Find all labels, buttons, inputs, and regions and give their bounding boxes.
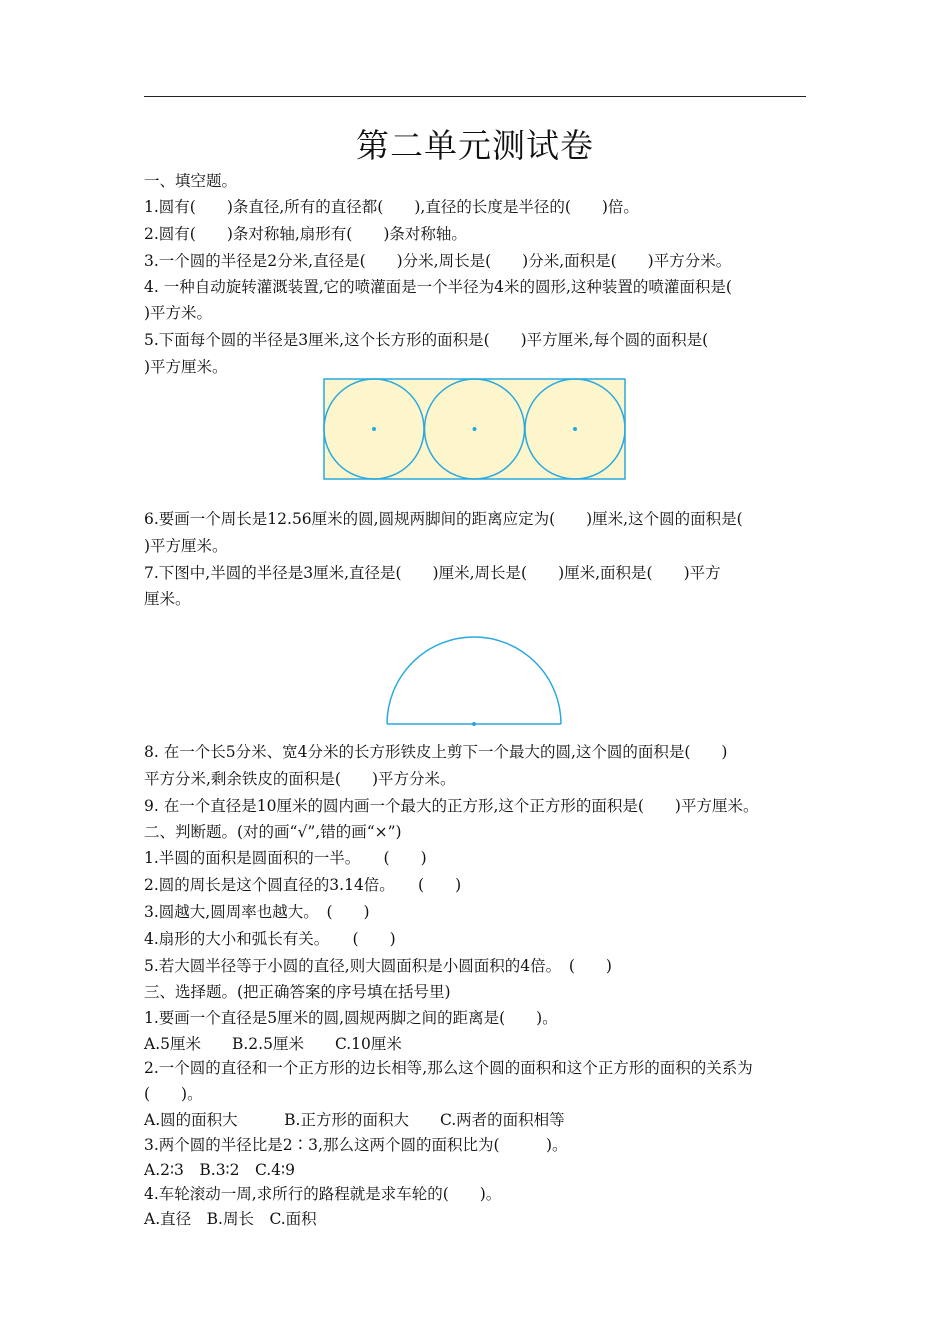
s1-question-8-line-2: 平方分米,剩余铁皮的面积是( )平方分米。 — [144, 770, 456, 788]
s3-question-3-options: A.2∶3 B.3∶2 C.4∶9 — [144, 1161, 295, 1179]
s1-question-5-line-1: 5.下面每个圆的半径是3厘米,这个长方形的面积是( )平方厘米,每个圆的面积是( — [144, 331, 709, 349]
s2-question-5: 5.若大圆半径等于小圆的直径,则大圆面积是小圆面积的4倍。 ( ) — [144, 957, 612, 975]
s1-question-7-line-1: 7.下图中,半圆的半径是3厘米,直径是( )厘米,周长是( )厘米,面积是( )平方 — [144, 564, 721, 582]
s3-question-2-line-2: ( )。 — [144, 1085, 203, 1103]
center-dot-1 — [372, 427, 376, 431]
section-1-heading: 一、填空题。 — [144, 172, 238, 190]
s2-question-4: 4.扇形的大小和弧长有关。 ( ) — [144, 930, 396, 948]
s1-question-4-line-1: 4. 一种自动旋转灌溉装置,它的喷灌面是一个半径为4米的圆形,这种装置的喷灌面积是( — [144, 278, 732, 296]
s2-question-3: 3.圆越大,圆周率也越大。 ( ) — [144, 903, 370, 921]
s3-question-1-options: A.5厘米 B.2.5厘米 C.10厘米 — [144, 1035, 402, 1053]
s1-question-9: 9. 在一个直径是10厘米的圆内画一个最大的正方形,这个正方形的面积是( )平方厘米。 — [144, 797, 759, 815]
s1-question-7-line-2: 厘米。 — [144, 590, 191, 608]
s1-question-6-line-1: 6.要画一个周长是12.56厘米的圆,圆规两脚间的距离应定为( )厘米,这个圆的面积是( — [144, 510, 743, 528]
s1-question-8-line-1: 8. 在一个长5分米、宽4分米的长方形铁皮上剪下一个最大的圆,这个圆的面积是( ) — [144, 743, 728, 761]
s1-question-5-line-2: )平方厘米。 — [144, 358, 228, 376]
s1-question-3: 3.一个圆的半径是2分米,直径是( )分米,周长是( )分米,面积是( )平方分米。 — [144, 252, 732, 270]
s3-question-3: 3.两个圆的半径比是2∶3,那么这两个圆的面积比为( )。 — [144, 1136, 568, 1154]
semicircle-arc — [387, 637, 561, 724]
page-title: 第二单元测试卷 — [356, 126, 594, 165]
three-circles-rectangle-figure — [322, 377, 628, 481]
s3-question-4-options: A.直径 B.周长 C.面积 — [144, 1210, 317, 1228]
semicircle-figure — [384, 634, 566, 728]
s1-question-2: 2.圆有( )条对称轴,扇形有( )条对称轴。 — [144, 225, 467, 243]
section-3-heading: 三、选择题。(把正确答案的序号填在括号里) — [144, 983, 451, 1001]
s3-question-1: 1.要画一个直径是5厘米的圆,圆规两脚之间的距离是( )。 — [144, 1009, 558, 1027]
center-dot-2 — [473, 427, 477, 431]
top-rule — [144, 96, 806, 97]
s2-question-1: 1.半圆的面积是圆面积的一半。 ( ) — [144, 849, 427, 867]
s1-question-4-line-2: )平方米。 — [144, 304, 213, 322]
s1-question-1: 1.圆有( )条直径,所有的直径都( ),直径的长度是半径的( )倍。 — [144, 198, 639, 216]
s2-question-2: 2.圆的周长是这个圆直径的3.14倍。 ( ) — [144, 876, 462, 894]
s3-question-2-options: A.圆的面积大 B.正方形的面积大 C.两者的面积相等 — [144, 1111, 565, 1129]
s3-question-4: 4.车轮滚动一周,求所行的路程就是求车轮的( )。 — [144, 1185, 502, 1203]
s3-question-2-line-1: 2.一个圆的直径和一个正方形的边长相等,那么这个圆的面积和这个正方形的面积的关系为 — [144, 1059, 753, 1077]
section-2-heading: 二、判断题。(对的画“√”,错的画“×”) — [144, 823, 402, 841]
s1-question-6-line-2: )平方厘米。 — [144, 537, 228, 555]
center-dot-3 — [573, 427, 577, 431]
semicircle-center-dot — [472, 722, 476, 726]
